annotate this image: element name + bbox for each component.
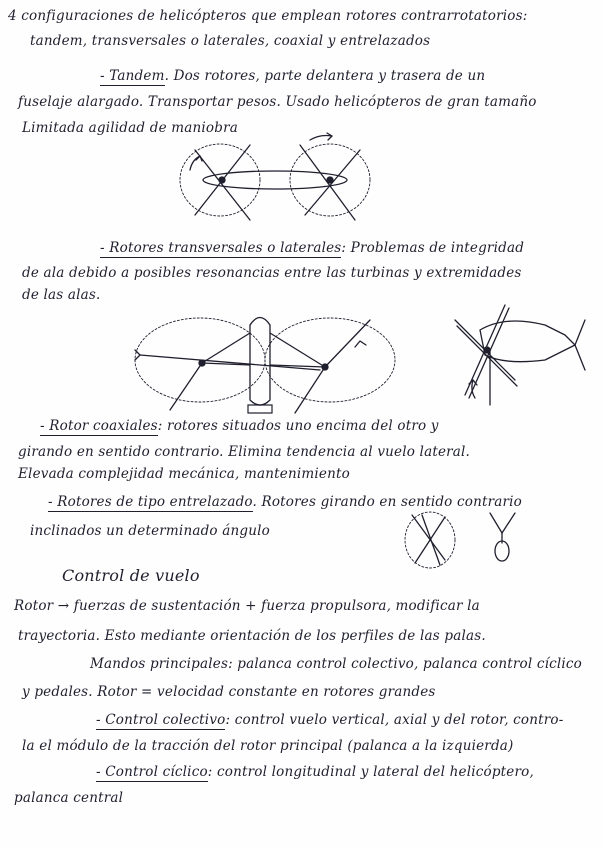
tandem-text-1: . Dos rotores, parte delantera y trasera de un [164, 68, 486, 84]
ciclico-title: - Control cíclico [96, 764, 208, 780]
coaxial-text-1: : rotores situados uno encima del otro y [157, 418, 439, 434]
entrelazado-helicopter-sketch [400, 505, 540, 570]
ciclico-line-1 [96, 764, 534, 780]
transversal-text-1: : Problemas de integridad [341, 240, 525, 256]
tandem-line-3: Limitada agilidad de maniobra [22, 120, 238, 136]
mandos-line-1: Mandos principales: palanca control colectivo, palanca control cíclico [90, 656, 583, 672]
transversal-helicopter-sketch [130, 305, 410, 420]
entrelazado-text-1: . Rotores girando en sentido contrario [252, 494, 523, 510]
coaxial-title: - Rotor coaxiales [40, 418, 158, 434]
ciclico-line-2: palanca central [14, 790, 124, 806]
transversal-title: - Rotores transversales o laterales [100, 240, 342, 256]
intro-line-1: 4 configuraciones de helicópteros que emplean rotores contrarrotatorios: [8, 8, 528, 24]
transversal-line-2: de ala debido a posibles resonancias entre las turbinas y extremidades [22, 265, 522, 281]
control-heading: Control de vuelo [62, 566, 200, 585]
tandem-line-1 [100, 68, 485, 84]
transversal-line-3: de las alas. [22, 287, 101, 303]
entrelazado-line-2: inclinados un determinado ángulo [30, 523, 270, 539]
entrelazado-title: - Rotores de tipo entrelazado [48, 494, 253, 510]
tandem-helicopter-sketch [170, 130, 380, 230]
coaxial-line-1 [40, 418, 439, 434]
coaxial-line-3: Elevada complejidad mecánica, mantenimiento [18, 466, 350, 482]
transversal-line-1 [100, 240, 524, 256]
mandos-line-2: y pedales. Rotor = velocidad constante en rotores grandes [22, 684, 436, 700]
coaxial-line-2: girando en sentido contrario. Elimina tendencia al vuelo lateral. [18, 444, 471, 460]
tandem-title: - Tandem [100, 68, 165, 84]
ciclico-text-1: : control longitudinal y lateral del helicóptero, [207, 764, 534, 780]
colectivo-title: - Control colectivo [96, 712, 226, 728]
colectivo-text-1: : control vuelo vertical, axial y del rotor, contro- [225, 712, 564, 728]
colectivo-line-1 [96, 712, 564, 728]
intro-line-2: tandem, transversales o laterales, coaxial y entrelazados [30, 33, 431, 49]
coaxial-helicopter-sketch [435, 300, 595, 410]
tandem-line-2: fuselaje alargado. Transportar pesos. Usado helicópteros de gran tamaño [18, 94, 537, 110]
control-line-2: trayectoria. Esto mediante orientación de los perfiles de las palas. [18, 628, 486, 644]
control-line-1: Rotor → fuerzas de sustentación + fuerza propulsora, modificar la [14, 598, 480, 614]
colectivo-line-2: la el módulo de la tracción del rotor principal (palanca a la izquierda) [22, 738, 514, 754]
